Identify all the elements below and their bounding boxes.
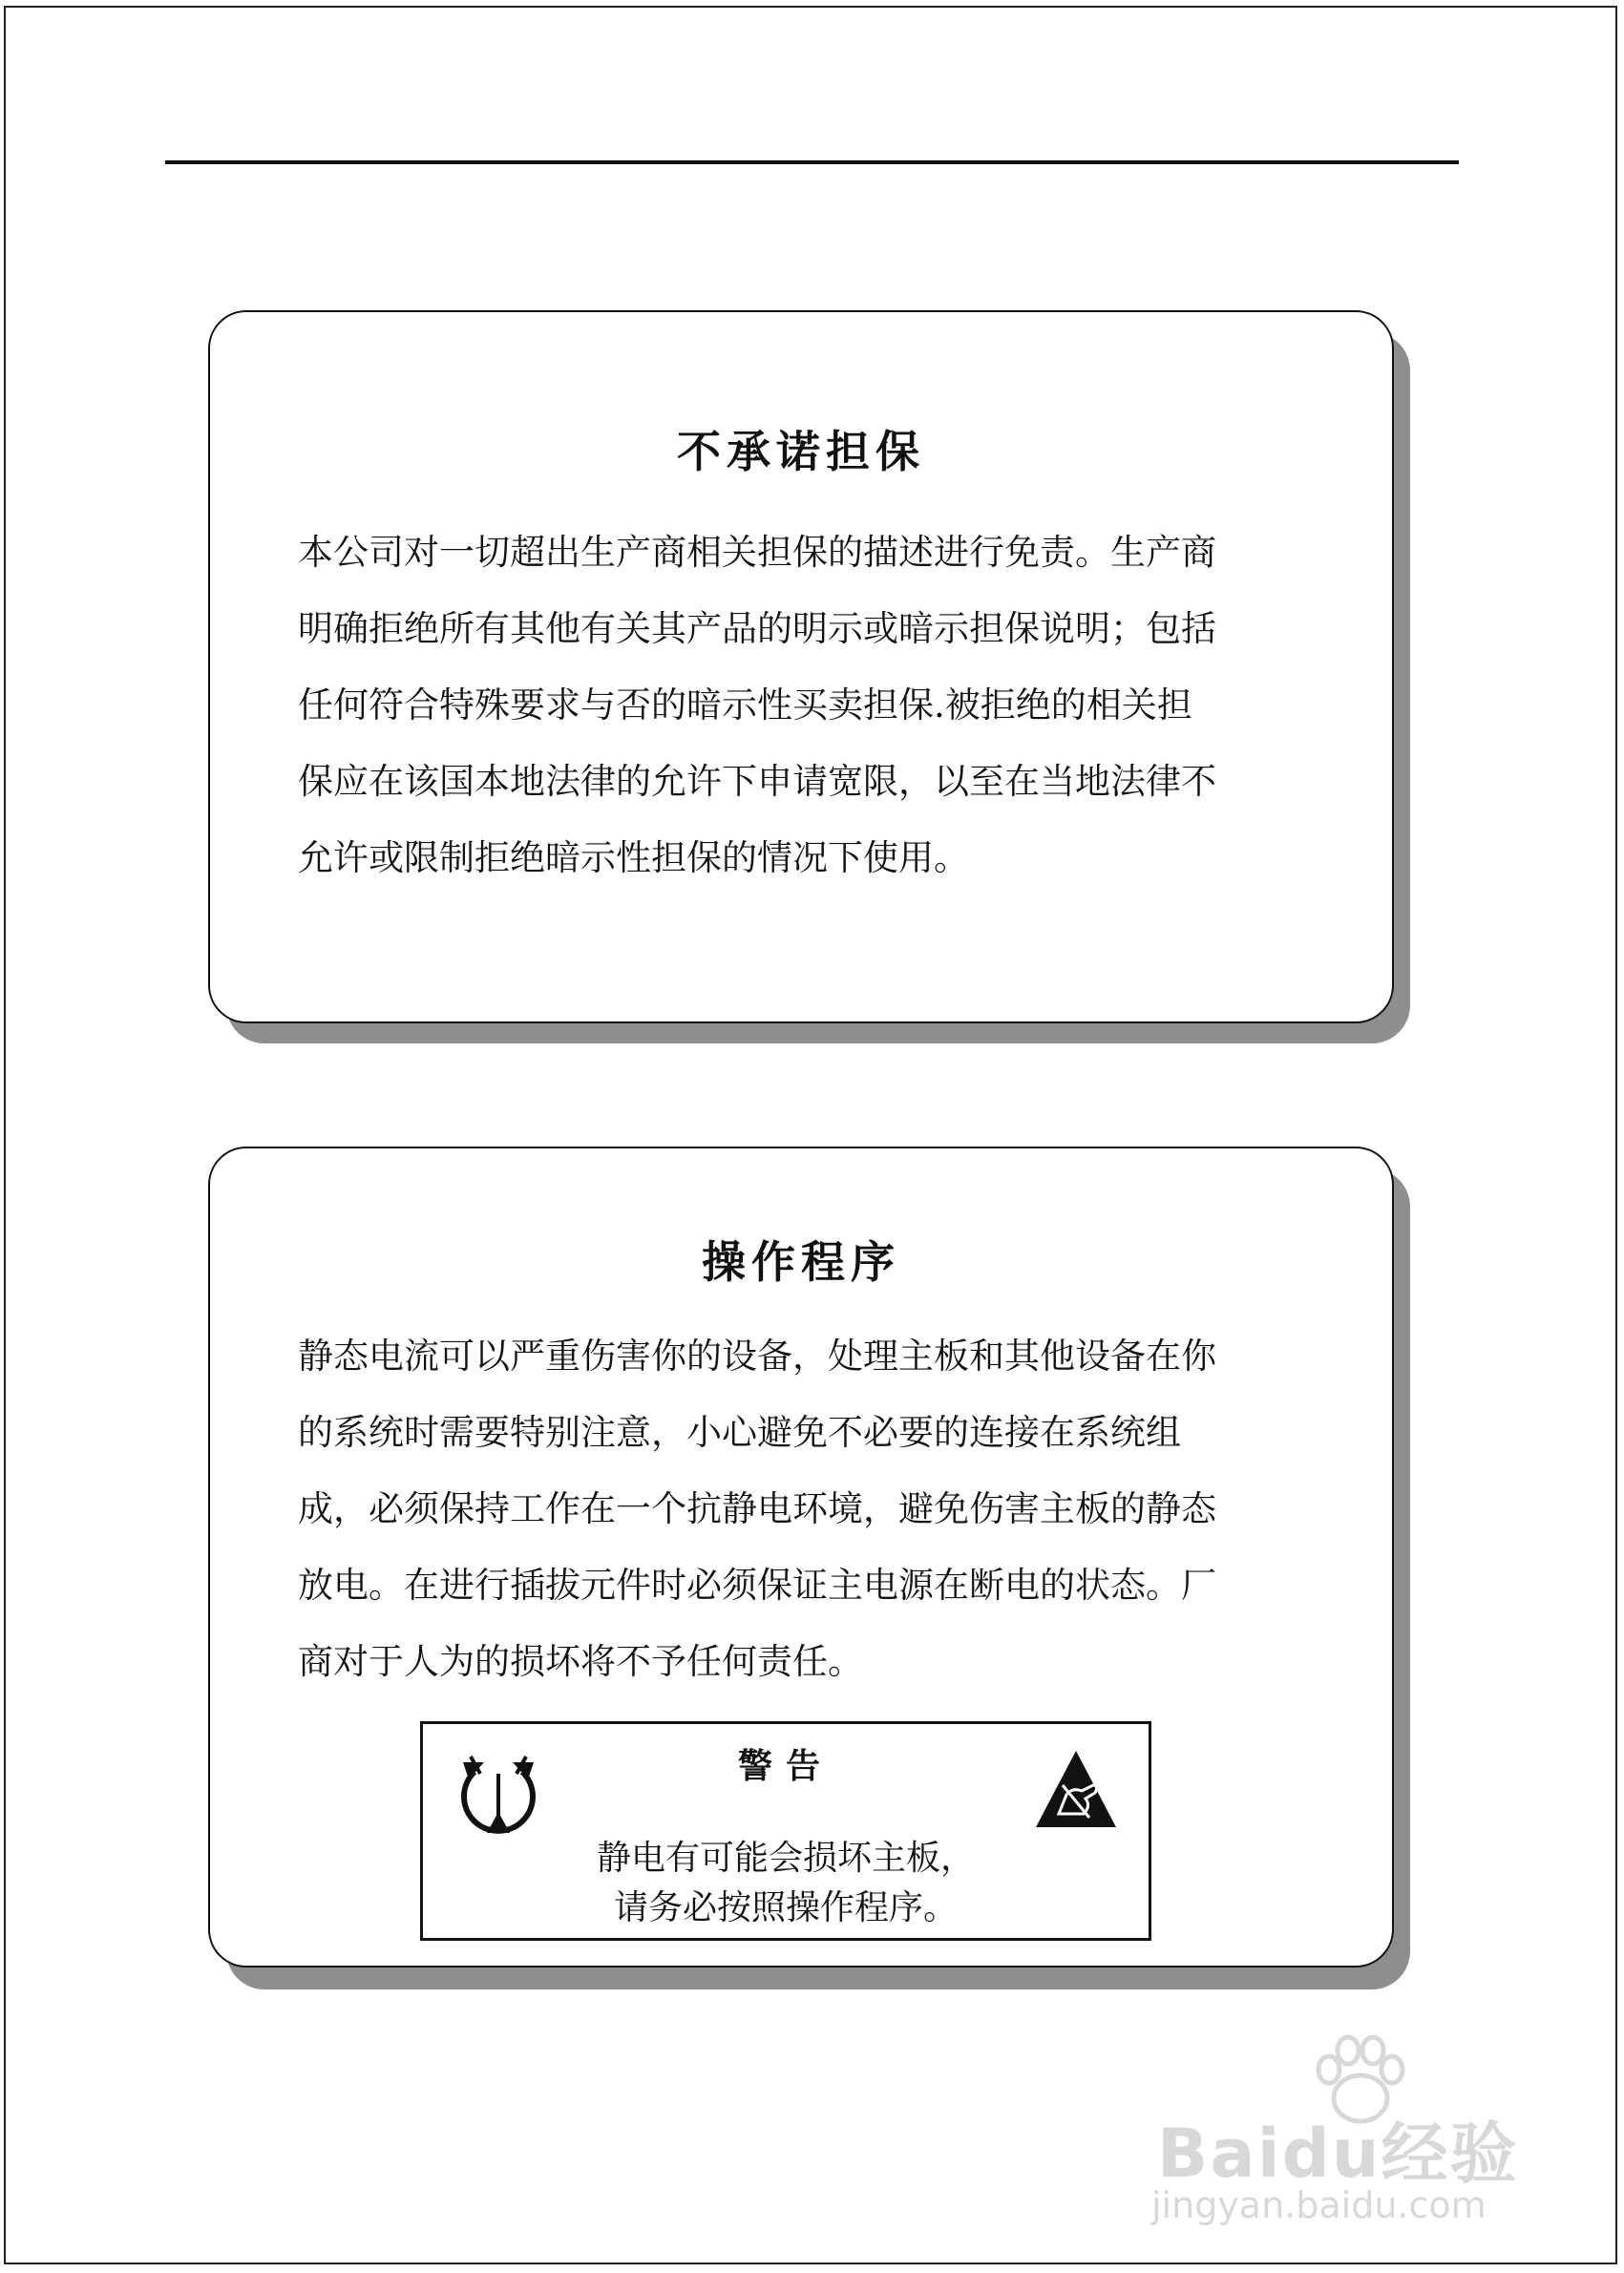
watermark-url: jingyan.baidu.com bbox=[1151, 2184, 1487, 2226]
procedure-line: 静态电流可以严重伤害你的设备，处理主板和其他设备在你 bbox=[298, 1336, 1216, 1377]
disclaimer-line: 任何符合特殊要求与否的暗示性买卖担保.被拒绝的相关担 bbox=[298, 684, 1192, 726]
watermark-brand: Baidu经验 bbox=[1157, 2115, 1519, 2193]
disclaimer-line: 允许或限制拒绝暗示性担保的情况下使用。 bbox=[298, 837, 969, 878]
procedure-line: 放电。在进行插拔元件时必须保证主电源在断电的状态。厂 bbox=[298, 1565, 1216, 1606]
procedure-line: 的系统时需要特别注意，小心避免不必要的连接在系统组 bbox=[298, 1412, 1181, 1453]
warning-box bbox=[420, 1721, 1151, 1941]
procedure-line: 成，必须保持工作在一个抗静电环境，避免伤害主板的静态 bbox=[298, 1488, 1216, 1529]
procedure-line: 商对于人为的损坏将不予任何责任。 bbox=[298, 1641, 863, 1682]
warning-line-1: 静电有可能会损坏主板， bbox=[596, 1839, 975, 1878]
disclaimer-body bbox=[298, 515, 1310, 896]
disclaimer-title: 不承诺担保 bbox=[677, 426, 925, 477]
disclaimer-line: 本公司对一切超出生产商相关担保的描述进行免责。生产商 bbox=[298, 532, 1216, 573]
warning-line-2: 请务必按照操作程序。 bbox=[613, 1888, 958, 1927]
disclaimer-card bbox=[208, 310, 1394, 1023]
header-rule bbox=[165, 160, 1459, 164]
esd-warning-triangle-icon bbox=[1034, 1747, 1118, 1831]
disclaimer-line: 保应在该国本地法律的允许下申请宽限，以至在当地法律不 bbox=[298, 761, 1216, 802]
procedure-card bbox=[208, 1147, 1394, 1968]
procedure-title: 操作程序 bbox=[702, 1236, 900, 1288]
disclaimer-line: 明确拒绝所有其他有关其产品的明示或暗示担保说明；包括 bbox=[298, 608, 1216, 649]
baidu-watermark bbox=[1136, 2033, 1547, 2224]
warning-title: 警告 bbox=[737, 1747, 833, 1786]
procedure-body bbox=[298, 1318, 1310, 1700]
